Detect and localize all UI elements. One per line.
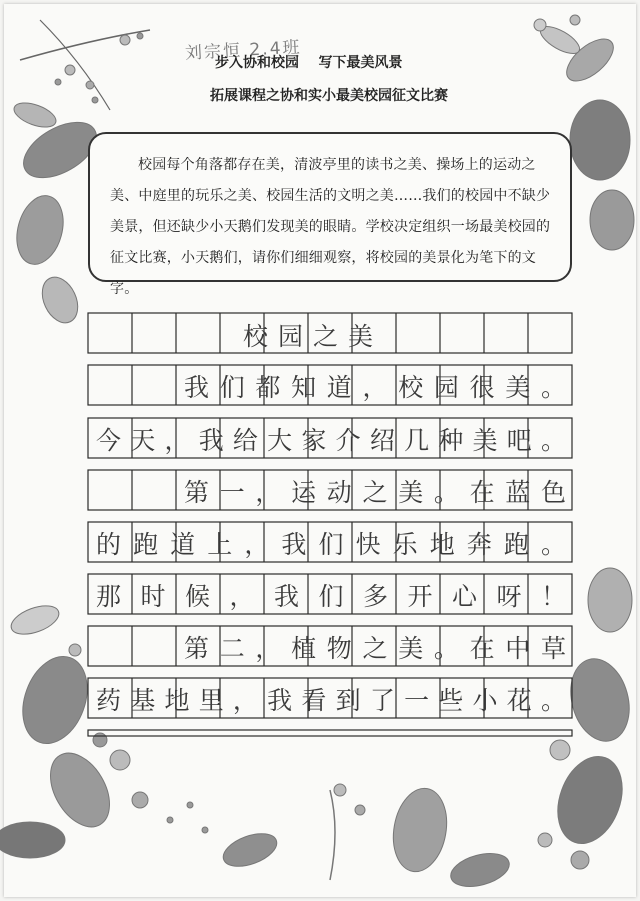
page-subtitle: 拓展课程之协和实小最美校园征文比赛 (210, 88, 448, 104)
essay-line: 第一，运动之美。在蓝色 (184, 478, 566, 507)
essay-line: 药基地里，我看到了一些小花。 (96, 686, 566, 715)
student-name: 刘宗恒 2.4班 (184, 37, 302, 64)
prompt-text: 校园每个角落都存在美，清波亭里的读书之美、操场上的运动之美、中庭里的玩乐之美、校园生活的文明之美……我们的校园中不缺少美景，但还缺少小天鹅们发现美的眼睛。学校决定组织一场最美校园的征文比赛，小天鹅们，请你们细细观察，将校园的美景化为笔下的文字。 (110, 157, 551, 297)
essay-title: 校园之美 (243, 322, 384, 351)
essay-line: 第二，植物之美。在中草 (184, 634, 566, 663)
grid-row (88, 678, 572, 718)
essay-line: 那时候，我们多开心呀！ (96, 582, 566, 611)
page-title: 步入协和校园 写下最美风景 (215, 55, 403, 71)
essay-line: 我们都知道，校园很美。 (184, 373, 566, 402)
grid-bottom-band (88, 730, 572, 736)
grid-row (88, 418, 572, 458)
essay-line: 今天，我给大家介绍几种美吧。 (96, 426, 566, 455)
essay-line: 的跑道上，我们快乐地奔跑。 (96, 530, 566, 559)
